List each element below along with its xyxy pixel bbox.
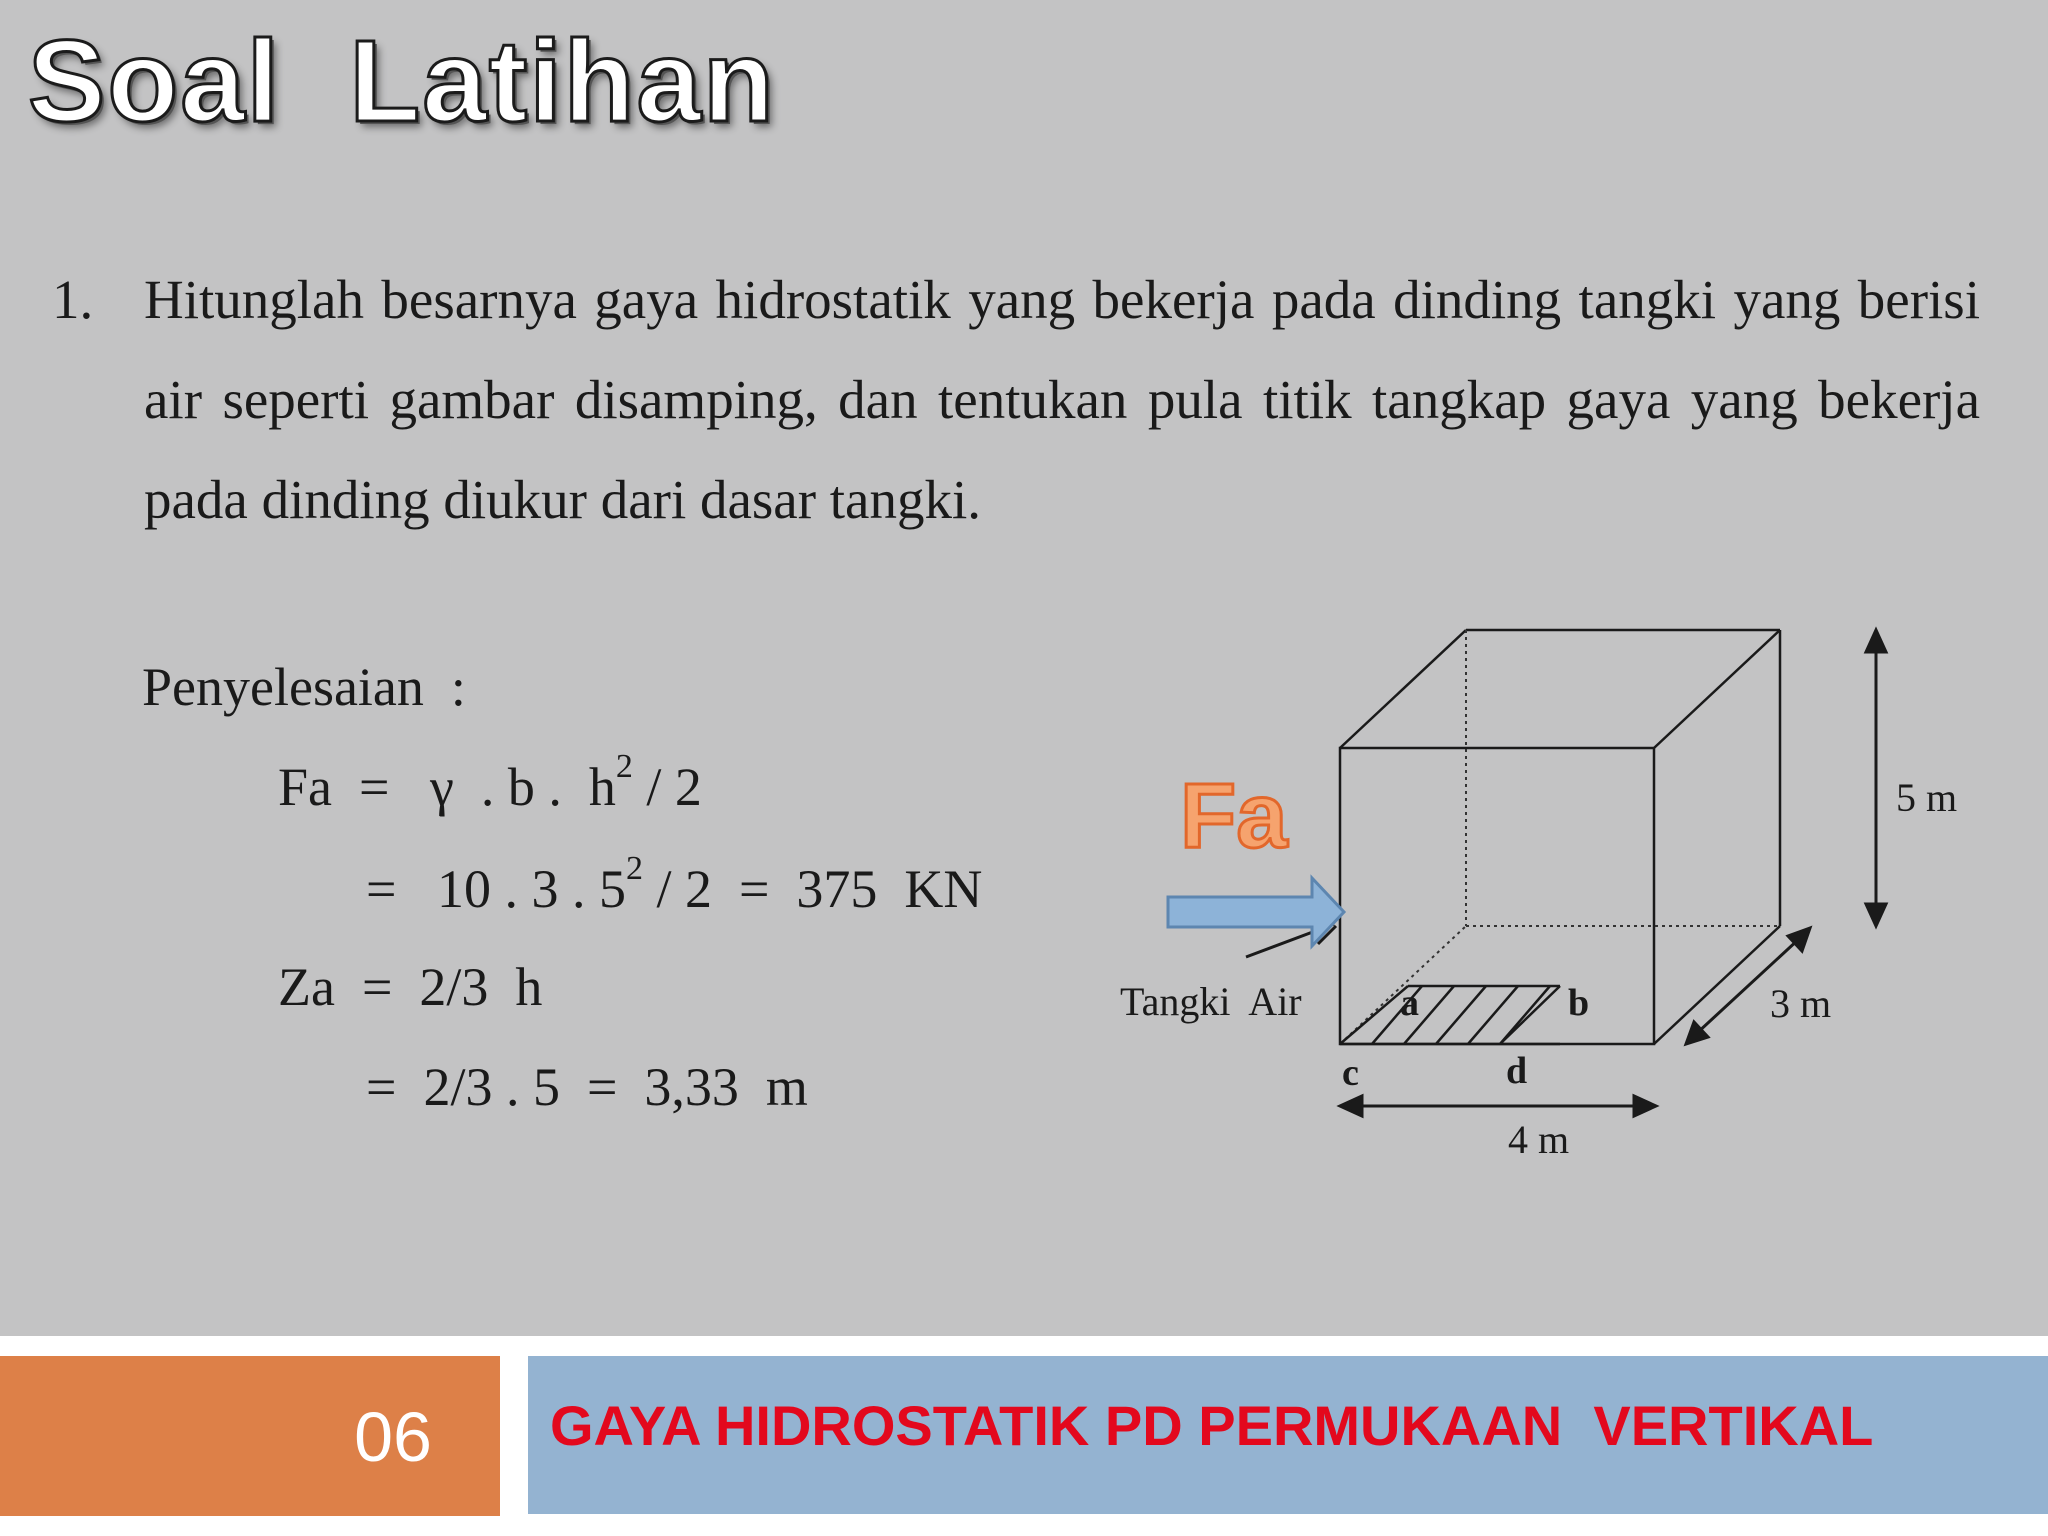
problem-number: 1. [52,269,94,330]
right-arrow-icon [1168,878,1344,946]
corner-c-label: c [1342,1052,1359,1094]
problem-text: Hitunglah besarnya gaya hidrostatik yang bekerja pada dinding tangki yang berisi air seperti gambar disamping, dan tentukan pula titik tangkap gaya yang bekerja pada dinding diukur dari dasar tangki. [144,269,1980,530]
height-dimension [1866,630,1886,926]
formula-line-1-prefix: Fa = γ . b . h [278,757,616,817]
solution-heading: Penyelesaian : [142,657,466,717]
tank-label: Tangki Air [1120,979,1302,1024]
corner-d-label: d [1506,1050,1528,1092]
force-label: Fa [1180,765,1288,867]
formula-line-4: = 2/3 . 5 = 3,33 m [366,1057,808,1117]
footer-number-panel [0,1356,500,1516]
hatched-area [1340,982,1560,1044]
formula-line-2-exponent: 2 [625,850,643,887]
corner-a-label: a [1400,982,1419,1024]
formula-line-1-exponent: 2 [615,748,633,785]
depth-label: 3 m [1770,981,1832,1026]
formula-line-2-suffix: / 2 = 375 KN [642,859,983,919]
tank-edge [1340,630,1466,748]
formula-line-1-suffix: / 2 [632,757,702,817]
formula-line-3: Za = 2/3 h [278,957,543,1017]
footer-title-panel [528,1356,2048,1514]
width-dimension [1340,1096,1656,1116]
height-label: 5 m [1896,775,1958,820]
formula-line-2-prefix: = 10 . 3 . 5 [366,859,626,919]
footer-title: GAYA HIDROSTATIK PD PERMUKAAN VERTIKAL [550,1394,1874,1457]
width-label: 4 m [1508,1117,1570,1162]
tank-edge [1654,630,1780,748]
slide-number: 06 [354,1398,432,1476]
slide-title: Soal Latihan [28,16,776,146]
tank-edge [1654,926,1780,1044]
corner-b-label: b [1568,982,1590,1024]
